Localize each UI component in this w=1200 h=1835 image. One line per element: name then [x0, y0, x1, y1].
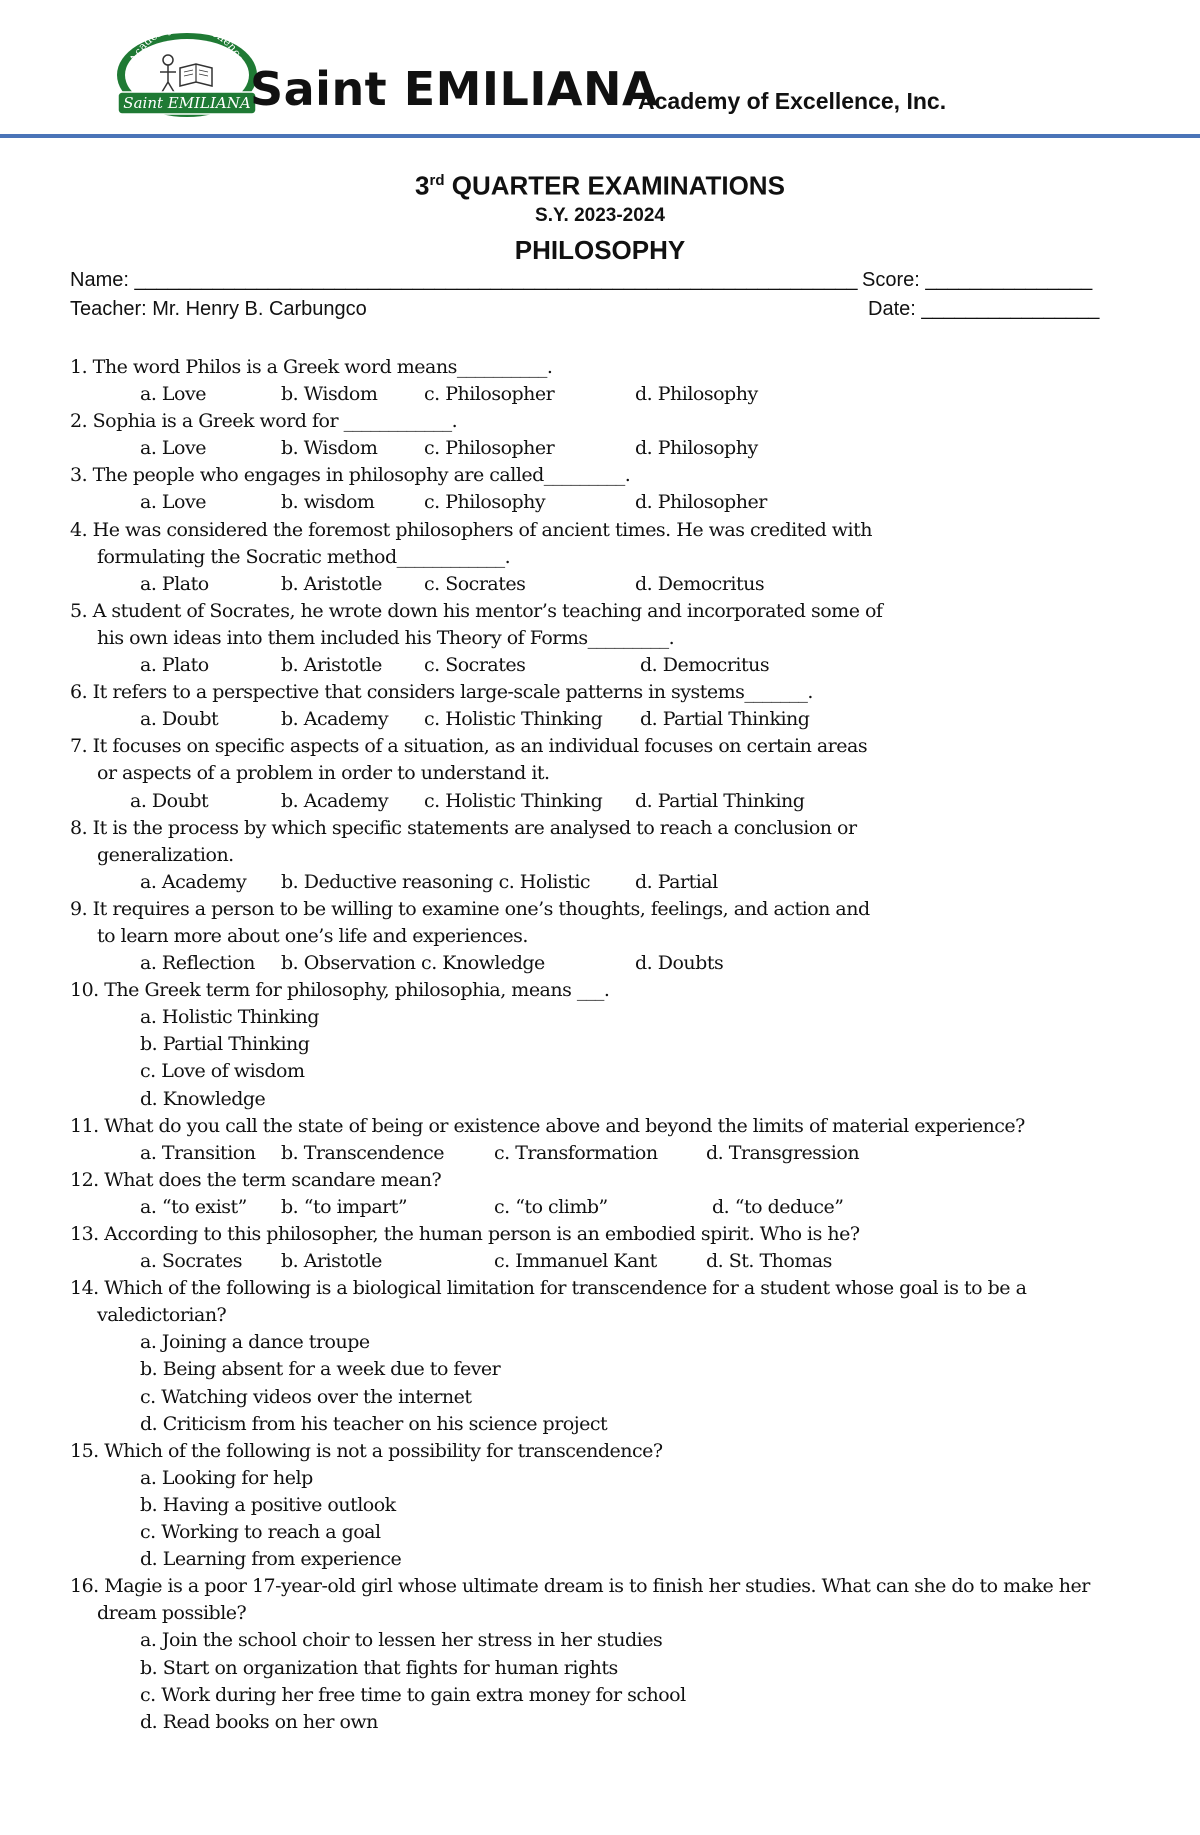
answer-option[interactable]: d. Democritus — [635, 572, 765, 595]
answer-option[interactable]: d. Philosophy — [635, 383, 758, 406]
question-text: 8. It is the process by which specific statements are analysed to reach a conclusion or — [70, 816, 857, 839]
question-item — [70, 1275, 1140, 1438]
answer-option[interactable]: b. Start on organization that fights for human rights — [140, 1656, 618, 1679]
answer-option[interactable]: d. Learning from experience — [140, 1548, 402, 1571]
answer-option[interactable]: a. “to exist” — [140, 1195, 247, 1218]
question-text: 9. It requires a person to be willing to examine one’s thoughts, feelings, and action and — [70, 897, 870, 920]
answer-option[interactable]: c. Working to reach a goal — [140, 1521, 381, 1544]
answer-option[interactable]: a. Reflection — [140, 952, 255, 975]
answer-option[interactable]: c. Transformation — [494, 1141, 658, 1164]
question-list — [70, 354, 1140, 1736]
question-text: 1. The word Philos is a Greek word means__________. — [70, 356, 553, 378]
answer-options — [70, 489, 1140, 516]
answer-option[interactable]: b. Wisdom — [281, 383, 378, 406]
logo-banner-text: Saint EMILIANA — [123, 94, 251, 112]
question-text: 12. What does the term scandare mean? — [70, 1168, 442, 1191]
answer-option[interactable]: b. Aristotle — [281, 1250, 382, 1273]
question-text: 3. The people who engages in philosophy are called_________. — [70, 464, 631, 487]
answer-option[interactable]: c. Philosophy — [424, 491, 546, 514]
answer-option[interactable]: d. Partial Thinking — [640, 708, 810, 731]
answer-option[interactable]: c. Love of wisdom — [140, 1060, 305, 1083]
answer-option[interactable]: a. Academy — [140, 870, 247, 893]
answer-option[interactable]: a. Socrates — [140, 1250, 243, 1273]
question-item — [70, 354, 1140, 408]
answer-option[interactable]: b. Aristotle — [281, 654, 382, 677]
answer-option[interactable]: c. Socrates — [424, 654, 526, 677]
school-name: Saint EMILIANA — [250, 62, 659, 116]
answer-option[interactable]: a. Love — [140, 437, 206, 460]
answer-options — [70, 1194, 1140, 1221]
answer-options — [70, 706, 1140, 733]
question-text: 2. Sophia is a Greek word for ____________. — [70, 410, 458, 433]
answer-option[interactable]: d. Criticism from his teacher on his science project — [140, 1412, 608, 1435]
question-text: 5. A student of Socrates, he wrote down his mentor’s teaching and incorporated some of — [70, 599, 883, 622]
answer-option[interactable]: c. Philosopher — [424, 437, 555, 460]
answer-option[interactable]: b. “to impart” — [281, 1195, 408, 1218]
question-text: 15. Which of the following is not a possibility for transcendence? — [70, 1439, 663, 1462]
question-text: 14. Which of the following is a biological limitation for transcendence for a student whose goal is to be a — [70, 1277, 1027, 1300]
answer-option[interactable]: a. Looking for help — [140, 1466, 313, 1489]
answer-option[interactable]: d. Knowledge — [140, 1087, 266, 1110]
subject-title: PHILOSOPHY — [514, 234, 686, 265]
answer-option[interactable]: d. Philosopher — [635, 491, 767, 514]
answer-option[interactable]: a. Love — [140, 383, 206, 406]
answer-option[interactable]: b. Deductive reasoning c. Holistic — [281, 870, 591, 893]
answer-option[interactable]: a. Doubt — [140, 708, 219, 731]
answer-option[interactable]: b. Being absent for a week due to fever — [140, 1358, 501, 1381]
answer-options — [70, 435, 1140, 462]
question-item — [70, 679, 1140, 733]
answer-options — [70, 1140, 1140, 1167]
question-item — [70, 598, 1140, 679]
answer-option[interactable]: c. Watching videos over the internet — [140, 1385, 472, 1408]
answer-option[interactable]: c. Socrates — [424, 572, 526, 595]
question-item — [70, 1438, 1140, 1573]
question-item — [70, 815, 1140, 896]
answer-option[interactable]: c. Holistic Thinking — [424, 789, 603, 812]
answer-option[interactable]: b. Academy — [281, 708, 389, 731]
answer-option[interactable]: c. “to climb” — [494, 1195, 608, 1218]
answer-option[interactable]: b. wisdom — [281, 491, 375, 514]
answer-options — [70, 950, 1140, 977]
answer-option[interactable]: d. “to deduce” — [712, 1195, 844, 1218]
question-item — [70, 462, 1140, 516]
question-item — [70, 1113, 1140, 1167]
school-header — [0, 0, 1200, 140]
answer-option[interactable]: d. Philosophy — [635, 437, 758, 460]
question-text-continued: valedictorian? — [97, 1304, 227, 1327]
answer-option[interactable]: a. Join the school choir to lessen her stress in her studies — [140, 1629, 663, 1652]
answer-option[interactable]: a. Love — [140, 491, 206, 514]
answer-option[interactable]: b. Observation c. Knowledge — [281, 952, 545, 975]
answer-option[interactable]: d. Read books on her own — [140, 1710, 378, 1733]
answer-option[interactable]: b. Aristotle — [281, 572, 382, 595]
name-field[interactable]: Name: _________________________________________________________________ — [70, 269, 858, 291]
score-field[interactable]: Score: _______________ — [862, 269, 1093, 291]
header-rule — [0, 134, 1200, 138]
question-item — [70, 1167, 1140, 1221]
answer-option[interactable]: b. Wisdom — [281, 437, 378, 460]
question-item — [70, 517, 1140, 598]
answer-options — [70, 381, 1140, 408]
exam-title: 3rd QUARTER EXAMINATIONS — [415, 170, 785, 201]
question-text: 6. It refers to a perspective that considers large-scale patterns in systems_______. — [70, 681, 813, 704]
date-field[interactable]: Date: ________________ — [868, 298, 1100, 320]
question-text: 16. Magie is a poor 17-year-old girl whose ultimate dream is to finish her studies. What can she do to make her — [70, 1575, 1090, 1598]
answer-option[interactable]: c. Immanuel Kant — [494, 1250, 657, 1273]
answer-options — [70, 1248, 1140, 1275]
question-text-continued: generalization. — [97, 843, 234, 866]
question-item — [70, 1573, 1140, 1736]
answer-option[interactable]: c. Philosopher — [424, 383, 555, 406]
question-text-continued: or aspects of a problem in order to understand it. — [97, 762, 550, 785]
question-text-continued: his own ideas into them included his Theory of Forms_________. — [97, 626, 675, 649]
answer-option[interactable]: a. Doubt — [130, 789, 209, 812]
answer-option[interactable]: c. Holistic Thinking — [424, 708, 603, 731]
name-row — [70, 269, 1110, 292]
answer-option[interactable]: b. Partial Thinking — [140, 1033, 310, 1056]
school-year: S.Y. 2023-2024 — [535, 204, 665, 226]
answer-option[interactable]: b. Academy — [281, 789, 389, 812]
logo-ring-text: Academy of Excellence — [127, 20, 247, 65]
question-item — [70, 408, 1140, 462]
question-item — [70, 1221, 1140, 1275]
question-text-continued: to learn more about one’s life and experiences. — [97, 924, 528, 947]
answer-option[interactable]: d. Transgression — [706, 1141, 860, 1164]
answer-options — [70, 869, 1140, 896]
answer-option[interactable]: a. Plato — [140, 572, 209, 595]
answer-option[interactable]: d. Partial — [635, 870, 718, 893]
answer-option[interactable]: c. Work during her free time to gain extra money for school — [140, 1683, 686, 1706]
answer-options — [70, 571, 1140, 598]
answer-option[interactable]: a. Holistic Thinking — [140, 1006, 319, 1029]
answer-option[interactable]: b. Having a positive outlook — [140, 1493, 396, 1516]
teacher-label: Teacher: Mr. Henry B. Carbungco — [70, 298, 367, 320]
question-text-continued: dream possible? — [97, 1602, 247, 1625]
answer-option[interactable]: d. St. Thomas — [706, 1250, 832, 1273]
answer-option[interactable]: d. Partial Thinking — [635, 789, 805, 812]
answer-option[interactable]: d. Democritus — [640, 654, 770, 677]
answer-option[interactable]: a. Transition — [140, 1141, 256, 1164]
school-subtitle: Academy of Excellence, Inc. — [638, 88, 947, 114]
school-logo — [112, 20, 262, 118]
exam-title-block — [0, 164, 1200, 271]
question-item — [70, 896, 1140, 977]
teacher-row — [70, 298, 1110, 321]
question-text: 13. According to this philosopher, the human person is an embodied spirit. Who is he? — [70, 1223, 860, 1245]
answer-options — [70, 652, 1140, 679]
question-item — [70, 733, 1140, 814]
question-text: 10. The Greek term for philosophy, philosophia, means ___. — [70, 979, 610, 1002]
question-text: 7. It focuses on specific aspects of a situation, as an individual focuses on certain areas — [70, 735, 868, 758]
question-text: 11. What do you call the state of being or existence above and beyond the limits of material experience? — [70, 1114, 1025, 1137]
question-item — [70, 977, 1140, 1112]
question-text: 4. He was considered the foremost philosophers of ancient times. He was credited with — [70, 518, 872, 541]
answer-option[interactable]: d. Doubts — [635, 952, 724, 975]
answer-option[interactable]: a. Plato — [140, 654, 209, 677]
answer-options — [70, 788, 1140, 815]
question-text-continued: formulating the Socratic method____________. — [97, 545, 511, 568]
answer-option[interactable]: a. Joining a dance troupe — [140, 1331, 370, 1354]
answer-option[interactable]: b. Transcendence — [281, 1141, 444, 1164]
